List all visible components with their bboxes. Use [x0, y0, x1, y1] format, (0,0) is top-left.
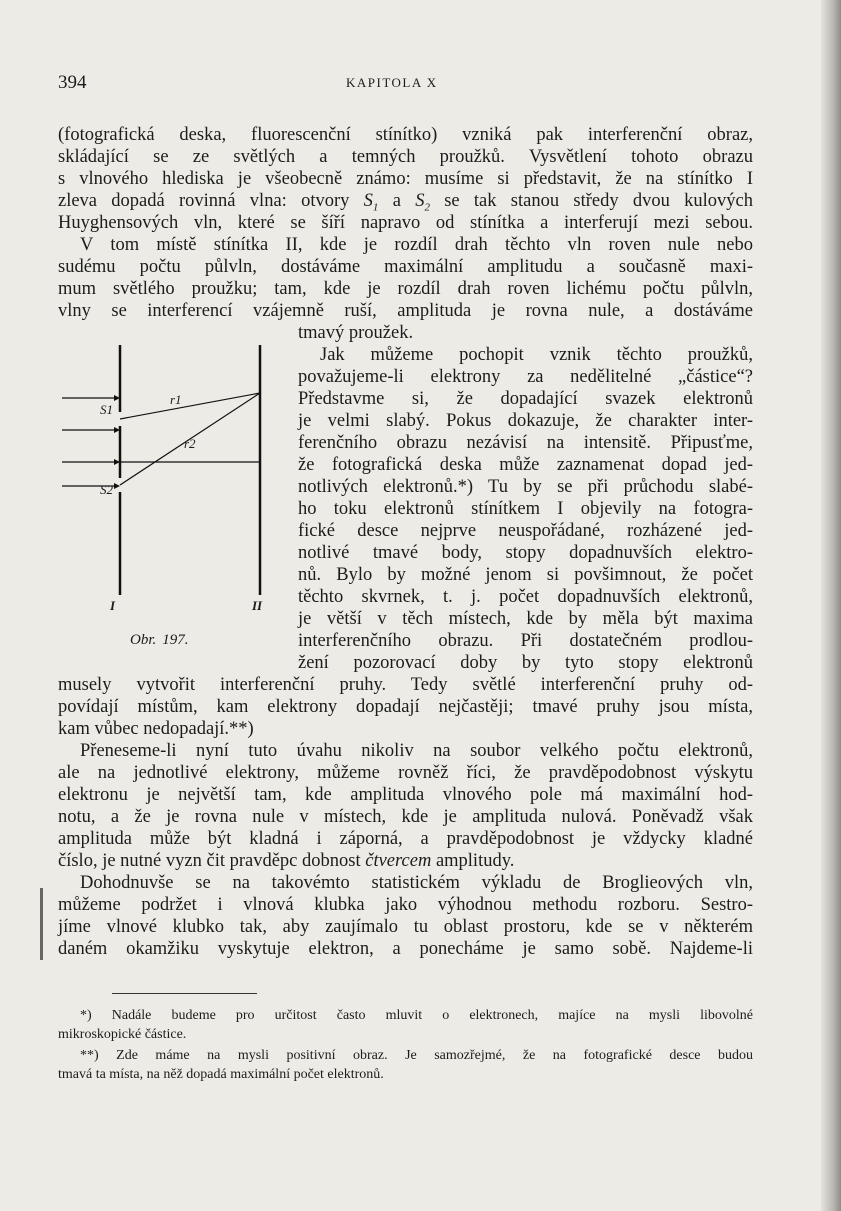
footnote-2: **) Zde máme na mysli positivní obraz. Je samozřejmé, že na fotografické desce budou: [80, 1048, 753, 1063]
text-line: zleva dopadá rovinná vlna: otvory $S_1$ a $S_2$ se tak stanou středy dvou kulových: [58, 191, 753, 214]
text-line: Huyghensových vln, které se šíří napravo od stínítka a interferují mezi sebou.: [58, 213, 753, 233]
page-number: 394: [58, 72, 87, 93]
text-line: notlivých elektronů.*) Tu by se při průchodu slabé-: [298, 477, 753, 497]
text-line: jíme vlnové klubko tak, aby zaujímalo tu oblast prostoru, kde se v některém: [58, 917, 753, 937]
running-head: KAPITOLA X: [346, 75, 438, 90]
margin-pencil-mark: [40, 888, 43, 960]
text-line: že fotografická deska může zaznamenat dopad jed-: [298, 455, 753, 475]
text-line: mum světlého proužku; tam, kde je rozdíl drah roven lichému počtu půlvln,: [58, 279, 753, 299]
text-line: kam vůbec nedopadají.**): [58, 719, 254, 739]
text-line: považujeme-li elektrony za nedělitelné „částice“?: [298, 367, 753, 387]
text-line: interferenčního obrazu. Při dostatečném prodlou-: [298, 631, 753, 651]
text-line: Přeneseme-li nyní tuto úvahu nikoliv na soubor velkého počtu elektronů,: [80, 741, 753, 761]
text-line: můžeme podržet i vlnová klubka jako výhodnou methodu rozboru. Sestro-: [58, 895, 753, 915]
label-s1: S1: [100, 402, 113, 417]
text-line: (fotografická deska, fluorescenční stínítko) vzniká pak interferenční obraz,: [58, 125, 753, 145]
text-line: je větší v těch místech, kde by měla být maxima: [298, 609, 753, 629]
label-r2: r2: [184, 436, 196, 451]
footnote-rule: [112, 993, 257, 994]
text-line: V tom místě stínítka II, kde je rozdíl drah těchto vln roven nule nebo: [80, 235, 753, 255]
text-line: povídají místům, kam elektrony dopadají nejčastěji; tmavé pruhy jsou místa,: [58, 697, 753, 717]
label-s2: S2: [100, 482, 113, 497]
text-line: žení pozorovací doby by tyto stopy elektronů: [298, 653, 753, 673]
text-line: amplituda může být kladná i záporná, a pravděpodobnost je vždycky kladné: [58, 829, 753, 849]
footnote-1-cont: mikroskopické částice.: [58, 1027, 187, 1042]
text-line: notlivé tmavé body, stopy dopadnuvších elektro-: [298, 543, 753, 563]
text-line: ale na jednotlivé elektrony, můžeme rovněž říci, že pravděpodobnost výskytu: [58, 763, 753, 783]
text-line: ferenčního obrazu nezávisí na intensitě. Připusťme,: [298, 433, 753, 453]
double-slit-diagram: [58, 340, 290, 630]
text-line: nů. Bylo by možné jenom si povšimnout, že počet: [298, 565, 753, 585]
text-line: Dohodnuvše se na takovémto statistickém výkladu de Broglieových vln,: [80, 873, 753, 893]
text-line: ho toku elektronů stínítkem I objevily na fotogra-: [298, 499, 753, 519]
text-line: je velmi slabý. Pokus dokazuje, že charakter inter-: [298, 411, 753, 431]
text-line: tmavý proužek.: [298, 323, 414, 343]
text-line: fické desce nejprve neuspořádané, rozházené jed-: [298, 521, 753, 541]
text-line: s vlnového hlediska je všeobecně známo: musíme si představit, že na stínítko I: [58, 169, 753, 189]
text-line: elektronu je největší tam, kde amplituda vlnového pole má maximální hod-: [58, 785, 753, 805]
page-header: [58, 72, 753, 96]
text-line: Představme si, že dopadající svazek elektronů: [298, 389, 753, 409]
text-line: skládající se ze světlých a temných proužků. Vysvětlení tohoto obrazu: [58, 147, 753, 167]
text-line: těchto skvrnek, t. j. počet dopadnuvších elektronů,: [298, 587, 753, 607]
text-line: sudému počtu půlvln, dostáváme maximální amplitudu a současně maxi-: [58, 257, 753, 277]
label-screen-1: I: [110, 598, 116, 613]
text-line: Jak můžeme pochopit vznik těchto proužků,: [320, 345, 753, 365]
text-line: musely vytvořit interferenční pruhy. Tedy světlé interferenční pruhy od-: [58, 675, 753, 695]
text-line: číslo, je nutné vyzn čit pravděpc dobnost čtvercem amplitudy.: [58, 851, 515, 871]
label-screen-2: II: [252, 598, 263, 613]
label-r1: r1: [170, 392, 182, 407]
figure-double-slit: [58, 340, 290, 670]
figure-caption: Obr. 197.: [130, 632, 189, 648]
footnote-1: *) Nadále budeme pro určitost často mluvit o elektronech, majíce na mysli libovolné: [80, 1008, 753, 1023]
text-line: daném okamžiku vyskytuje elektron, a ponecháme je samo sobě. Najdeme-li: [58, 939, 753, 959]
text-line: vlny se interferencí vzájemně ruší, amplituda je rovna nule, a dostáváme: [58, 301, 753, 321]
page-edge-shadow: [821, 0, 841, 1211]
footnote-2-cont: tmavá ta místa, na něž dopadá maximální počet elektronů.: [58, 1067, 384, 1082]
text-line: notu, a že je rovna nule v místech, kde je amplituda nulová. Poněvadž však: [58, 807, 753, 827]
